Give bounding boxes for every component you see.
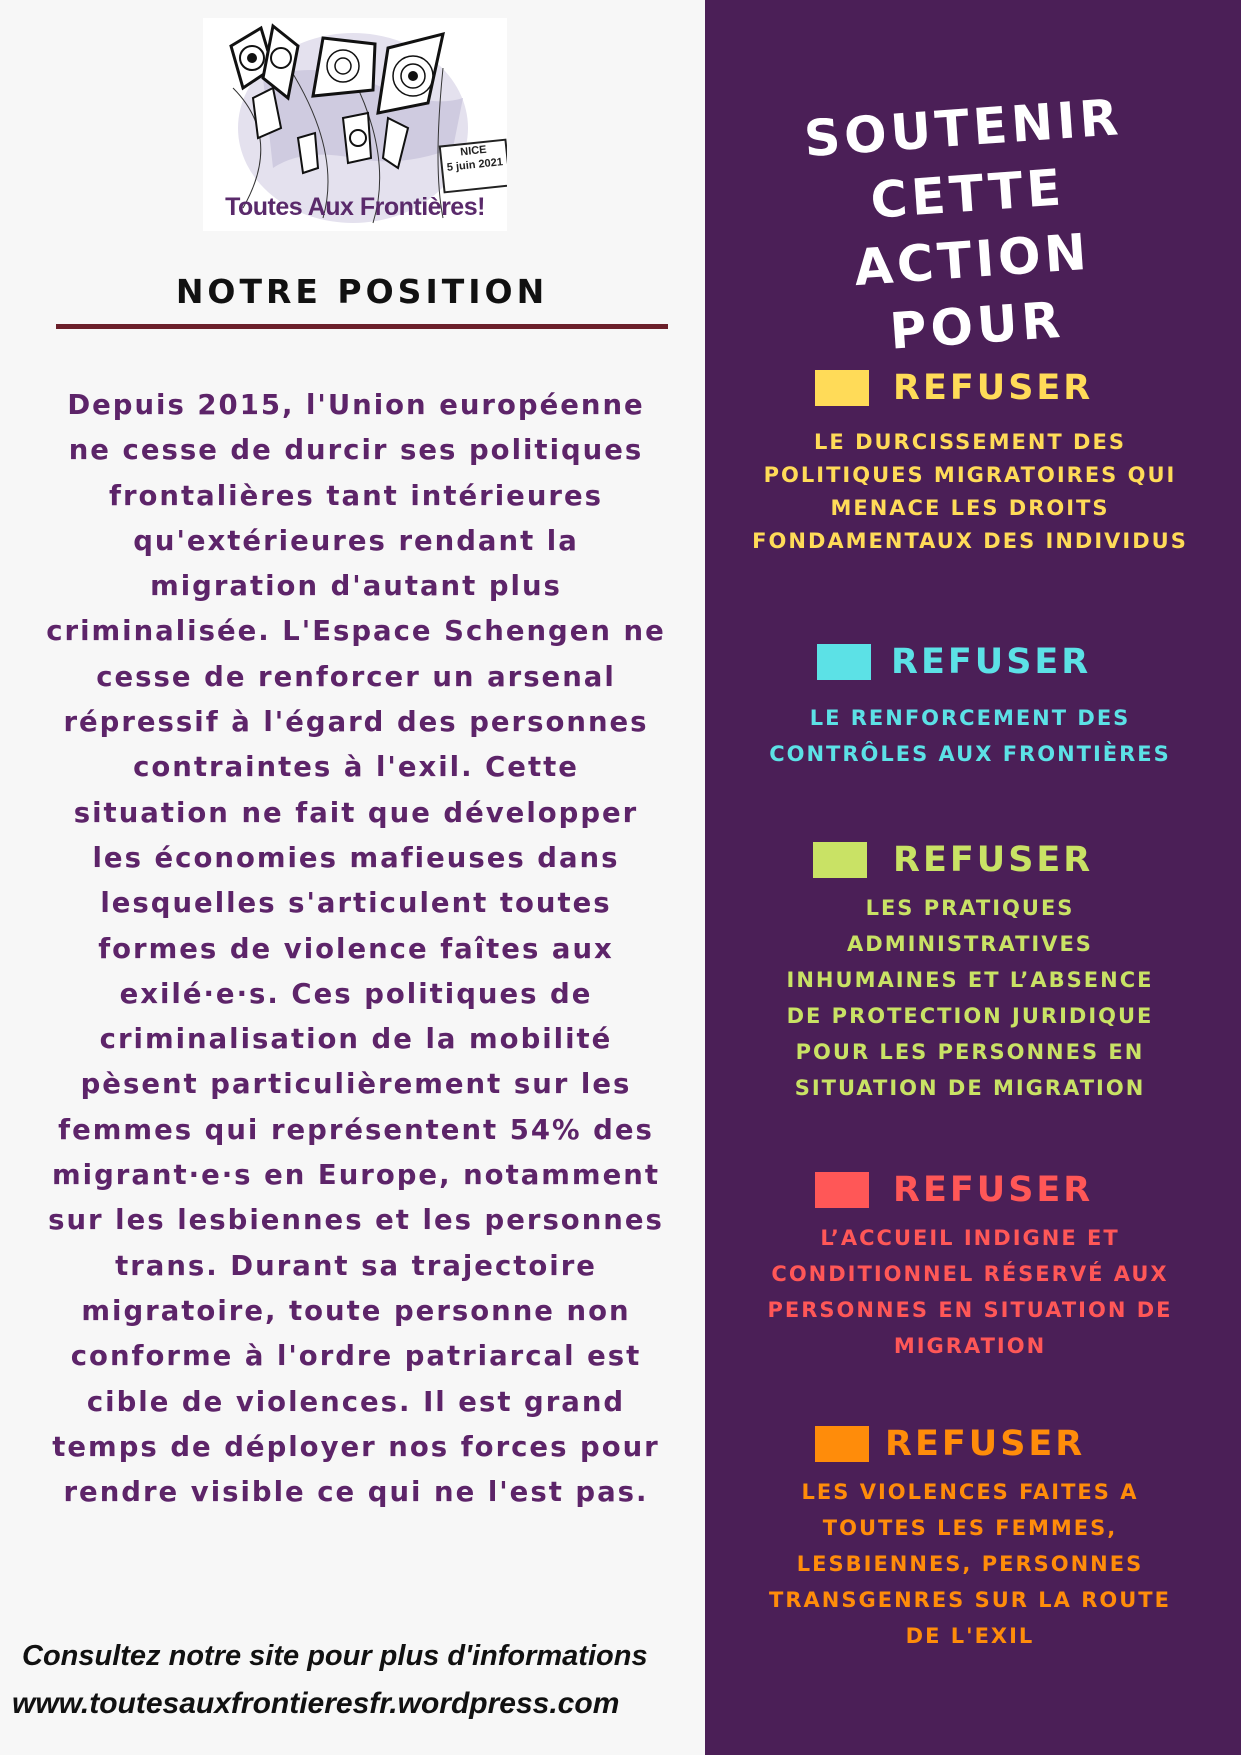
paragraph-line: répressif à l'égard des personnes [63,706,649,739]
paragraph-line: lesquelles s'articulent toutes [100,887,612,920]
paragraph-line: Depuis 2015, l'Union européenne [67,389,645,421]
paragraph-line: femmes qui représentent 54% des [58,1113,654,1146]
refuse-block-4 [745,1166,1195,1364]
paragraph-line: sur les lesbiennes et les personnes [48,1204,664,1237]
paragraph-line: migratoire, toute personne non [81,1294,631,1327]
description-line: PERSONNES EN SITUATION DE [767,1298,1173,1322]
date-badge [439,139,507,194]
cta-line: CETTE ACTION [852,158,1093,298]
description-line: LE DURCISSEMENT DES [814,430,1126,454]
refuse-description [745,700,1195,772]
paragraph-line: frontalières tant intérieures [109,479,603,512]
description-line: DE PROTECTION JURIDIQUE [786,1004,1154,1028]
description-line: ADMINISTRATIVES [847,932,1093,956]
paragraph-line: les économies mafieuses dans [92,841,620,874]
paragraph-line: migrant·e·s en Europe, notamment [52,1159,660,1192]
badge-date: 5 juin 2021 [446,156,504,174]
paragraph-line: trans. Durant sa trajectoire [115,1249,597,1282]
title-underline [56,324,668,329]
refuse-heading [745,836,1195,884]
paragraph-line: conforme à l'ordre patriarcal est [70,1340,642,1373]
description-line: LESBIENNES, PERSONNES [796,1552,1144,1576]
description-line: L’ACCUEIL INDIGNE ET [820,1226,1120,1250]
paragraph-line: migration d'autant plus [150,570,562,603]
description-line: POLITIQUES MIGRATOIRES QUI [763,463,1177,487]
paragraph-line: qu'extérieures rendant la [133,524,579,557]
refuse-label: REFUSER [893,368,1094,408]
paragraph-line: situation ne fait que développer [73,796,639,829]
color-swatch [815,1172,869,1208]
logo [203,18,507,231]
cta-line: SOUTENIR [802,88,1124,169]
refuse-label: REFUSER [893,1170,1094,1210]
color-swatch [817,644,871,680]
paragraph-line: criminalisation de la mobilité [99,1023,613,1056]
cta-line: POUR [887,290,1066,361]
paragraph-line: ne cesse de durcir ses politiques [68,434,644,467]
description-line: CONDITIONNEL RÉSERVÉ AUX [771,1262,1169,1286]
refuse-description [745,890,1195,1106]
footer-info-text: Consultez notre site pour plus d'informations [22,1640,648,1672]
refuse-heading [745,1166,1195,1214]
refuse-label: REFUSER [893,840,1094,880]
description-line: FONDAMENTAUX DES INDIVIDUS [752,529,1188,553]
refuse-label: REFUSER [885,1424,1086,1464]
paragraph-line: temps de déployer nos forces pour [52,1430,660,1463]
description-line: SITUATION DE MIGRATION [794,1076,1146,1100]
description-line: LES VIOLENCES FAITES A [801,1480,1139,1504]
description-line: CONTRÔLES AUX FRONTIÈRES [769,742,1171,766]
cta-heading [741,80,1198,374]
description-line: INHUMAINES ET L’ABSENCE [786,968,1154,992]
refuse-block-1 [745,364,1195,558]
refuse-description [745,1474,1195,1654]
color-swatch [815,370,869,406]
paragraph-line: exilé·e·s. Ces politiques de [119,977,593,1010]
paragraph-line: rendre visible ce qui ne l'est pas. [63,1476,649,1509]
refuse-heading [745,638,1195,686]
description-line: LE RENFORCEMENT DES [809,706,1131,730]
refuse-block-3 [745,836,1195,1106]
description-line: TOUTES LES FEMMES, [822,1516,1118,1540]
description-line: MIGRATION [893,1334,1047,1358]
badge-city: NICE [459,143,488,159]
refuse-description [745,426,1195,558]
description-line: DE L'EXIL [905,1624,1035,1648]
color-swatch [813,842,867,878]
paragraph-line: cesse de renforcer un arsenal [96,660,616,693]
description-line: MENACE LES DROITS [830,496,1110,520]
paragraph-line: pèsent particulièrement sur les [80,1068,632,1101]
paragraph-line: contraintes à l'exil. Cette [133,751,579,784]
paragraph-line: cible de violences. Il est grand [86,1385,626,1418]
paragraph-line: formes de violence faîtes aux [98,932,614,965]
website-link[interactable]: www.toutesauxfrontieresfr.wordpress.com [12,1687,620,1720]
logo-title: Toutes Aux Frontières! [225,193,485,221]
description-line: TRANSGENRES SUR LA ROUTE [769,1588,1171,1612]
paragraph-line: criminalisée. L'Espace Schengen ne [46,615,666,648]
color-swatch [815,1426,869,1462]
description-line: LES PRATIQUES [865,896,1075,920]
refuse-label: REFUSER [891,642,1092,682]
refuse-heading [745,1420,1195,1468]
refuse-block-5 [745,1420,1195,1654]
refuse-block-2 [745,638,1195,772]
section-title: NOTRE POSITION [175,272,549,311]
position-paragraph [40,383,672,1515]
refuse-heading [745,364,1195,412]
description-line: POUR LES PERSONNES EN [795,1040,1145,1064]
refuse-description [745,1220,1195,1364]
